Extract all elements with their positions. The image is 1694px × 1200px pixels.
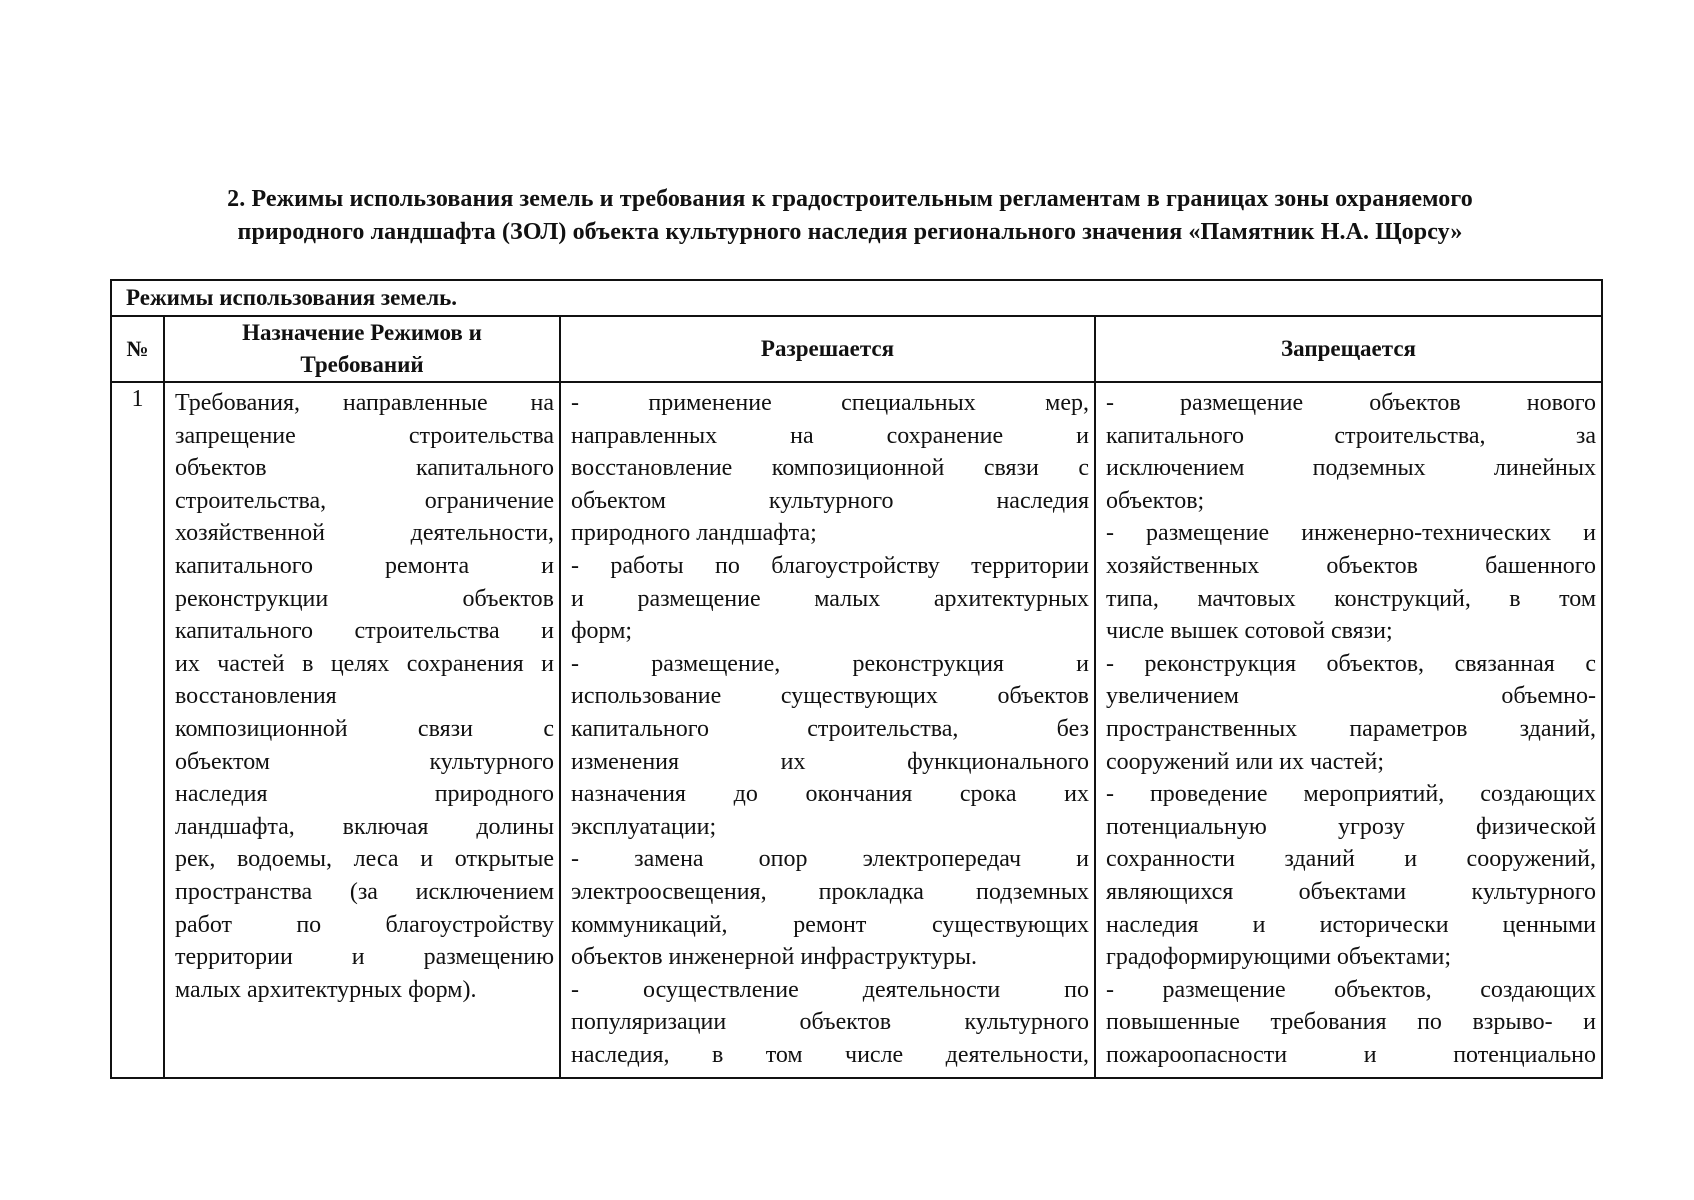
prohibited-line: - проведение мероприятий, создающих xyxy=(1106,781,1597,808)
allowed-line: - применение специальных мер, xyxy=(571,390,1089,416)
allowed-line: объектом культурного наследия xyxy=(571,487,1089,514)
purpose-line: их частей в целях сохранения и xyxy=(175,650,554,677)
allowed-line: форм; xyxy=(571,618,633,645)
table-row xyxy=(111,382,1602,1078)
prohibited-cell xyxy=(1095,382,1602,1078)
section-heading-line-2: природного ландшафта (ЗОЛ) объекта культурного наследия регионального значения «Памятник Н.А. Щорсу» xyxy=(237,219,1463,245)
allowed-line: - замена опор электропередач и xyxy=(571,846,1089,873)
prohibited-line: сооружений или их частей; xyxy=(1106,748,1385,775)
allowed-line: эксплуатации; xyxy=(571,813,717,840)
land-use-regimes-table xyxy=(110,279,1603,1079)
purpose-line: хозяйственной деятельности, xyxy=(175,520,554,547)
purpose-text xyxy=(175,387,554,1006)
allowed-line: - размещение, реконструкция и xyxy=(571,650,1089,677)
purpose-line: объектов капитального xyxy=(175,455,554,482)
column-header-purpose-line-1: Назначение Режимов и xyxy=(242,320,482,345)
prohibited-line: увеличением объемно- xyxy=(1106,683,1597,710)
purpose-line: строительства, ограничение xyxy=(175,487,554,514)
allowed-text xyxy=(571,387,1089,1071)
prohibited-line: пожароопасности и потенциально xyxy=(1106,1041,1597,1068)
purpose-cell xyxy=(164,382,560,1078)
purpose-line: пространства (за исключением xyxy=(175,878,554,905)
table-header-row xyxy=(111,316,1602,382)
prohibited-line: градоформирующими объектами; xyxy=(1106,944,1452,971)
allowed-line: объектов инженерной инфраструктуры. xyxy=(571,944,977,971)
prohibited-line: - реконструкция объектов, связанная с xyxy=(1106,650,1597,677)
prohibited-line: хозяйственных объектов башенного xyxy=(1106,552,1597,579)
purpose-line: запрещение строительства xyxy=(175,422,554,449)
purpose-line: работ по благоустройству xyxy=(175,911,554,938)
column-header-purpose xyxy=(164,316,560,382)
table-caption-row xyxy=(111,280,1602,316)
prohibited-line: - размещение объектов, создающих xyxy=(1106,976,1597,1003)
purpose-line: восстановления xyxy=(175,683,337,710)
prohibited-line: капитального строительства, за xyxy=(1106,422,1597,449)
prohibited-line: потенциальную угрозу физической xyxy=(1106,813,1597,840)
purpose-line: капитального строительства и xyxy=(175,618,554,645)
allowed-line: использование существующих объектов xyxy=(571,683,1089,710)
allowed-line: наследия, в том числе деятельности, xyxy=(571,1041,1089,1068)
allowed-cell xyxy=(560,382,1095,1078)
allowed-line: назначения до окончания срока их xyxy=(571,781,1089,808)
column-header-number: № xyxy=(111,316,164,382)
purpose-line: наследия природного xyxy=(175,781,554,808)
prohibited-line: повышенные требования по взрыво- и xyxy=(1106,1009,1597,1036)
allowed-line: - осуществление деятельности по xyxy=(571,976,1089,1003)
column-header-prohibited: Запрещается xyxy=(1095,316,1602,382)
allowed-line: восстановление композиционной связи с xyxy=(571,455,1089,482)
prohibited-line: наследия и исторически ценными xyxy=(1106,911,1597,938)
allowed-line: - работы по благоустройству территории xyxy=(571,552,1089,579)
allowed-line: природного ландшафта; xyxy=(571,520,817,547)
prohibited-line: являющихся объектами культурного xyxy=(1106,878,1597,905)
table-caption: Режимы использования земель. xyxy=(111,280,1602,316)
column-header-allowed: Разрешается xyxy=(560,316,1095,382)
row-number: 1 xyxy=(111,382,164,1078)
prohibited-text xyxy=(1106,387,1596,1071)
purpose-line: территории и размещению xyxy=(175,944,554,971)
allowed-line: электроосвещения, прокладка подземных xyxy=(571,878,1089,905)
purpose-line: рек, водоемы, леса и открытые xyxy=(175,846,554,873)
purpose-line: капитального ремонта и xyxy=(175,552,554,579)
prohibited-line: типа, мачтовых конструкций, в том xyxy=(1106,585,1597,612)
prohibited-line: исключением подземных линейных xyxy=(1106,455,1597,482)
purpose-line: реконструкции объектов xyxy=(175,585,554,612)
prohibited-line: объектов; xyxy=(1106,487,1205,514)
prohibited-line: сохранности зданий и сооружений, xyxy=(1106,846,1597,873)
prohibited-line: пространственных параметров зданий, xyxy=(1106,715,1597,742)
prohibited-line: - размещение инженерно-технических и xyxy=(1106,520,1597,547)
prohibited-line: числе вышек сотовой связи; xyxy=(1106,618,1393,645)
purpose-line: объектом культурного xyxy=(175,748,554,775)
allowed-line: и размещение малых архитектурных xyxy=(571,585,1089,612)
allowed-line: изменения их функционального xyxy=(571,748,1089,775)
purpose-line: Требования, направленные на xyxy=(175,390,554,416)
allowed-line: направленных на сохранение и xyxy=(571,422,1089,449)
purpose-line: ландшафта, включая долины xyxy=(175,813,554,840)
allowed-line: капитального строительства, без xyxy=(571,715,1089,742)
allowed-line: популяризации объектов культурного xyxy=(571,1009,1089,1036)
allowed-line: коммуникаций, ремонт существующих xyxy=(571,911,1089,938)
purpose-line: композиционной связи с xyxy=(175,715,554,742)
prohibited-line: - размещение объектов нового xyxy=(1106,390,1597,416)
column-header-purpose-line-2: Требований xyxy=(300,352,424,377)
purpose-line: малых архитектурных форм). xyxy=(175,976,477,1003)
section-heading xyxy=(100,183,1600,249)
section-heading-line-1: 2. Режимы использования земель и требования к градостроительным регламентам в границах зоны охраняемого xyxy=(227,186,1473,212)
